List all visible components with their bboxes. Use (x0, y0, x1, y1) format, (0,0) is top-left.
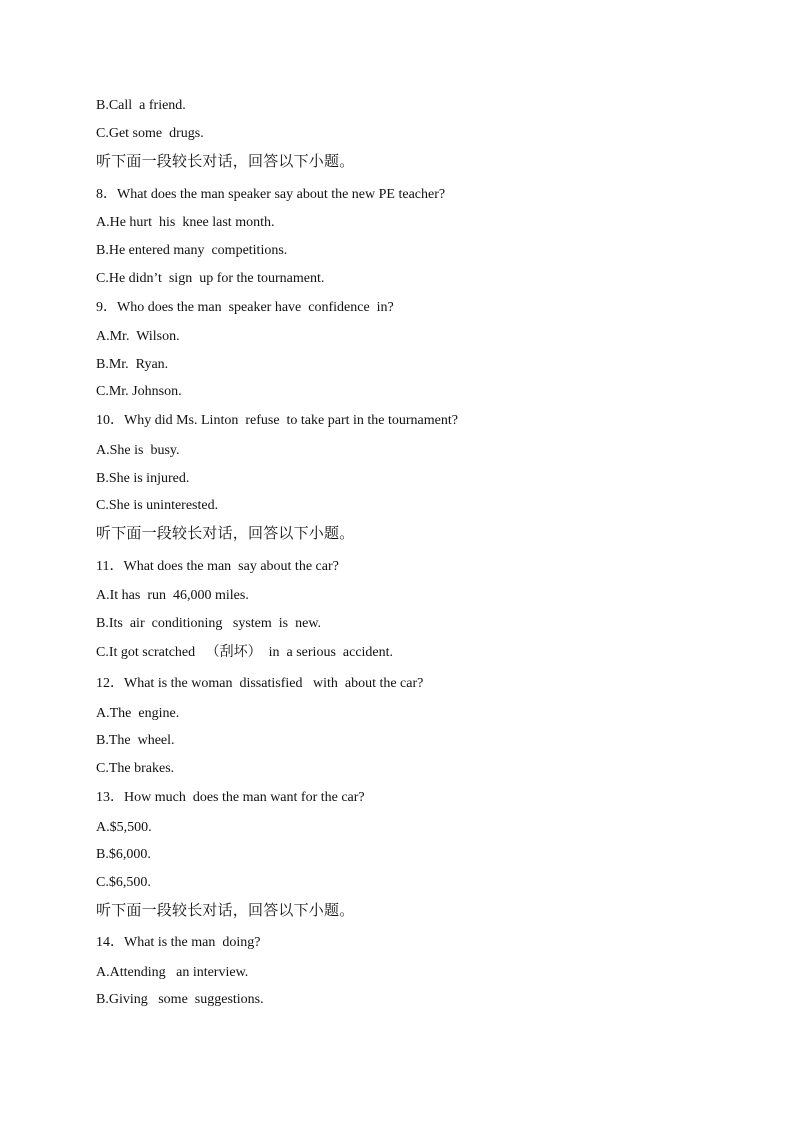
option-11a: A.It has run 46,000 miles. (96, 588, 249, 603)
option-7b: B.Call a friend. (96, 98, 186, 113)
question-14: 14．What is the man doing? (96, 935, 261, 950)
option-7c: C.Get some drugs. (96, 126, 204, 141)
section-instruction-1: 听下面一段较长对话，回答以下小题。 (96, 152, 355, 170)
option-13c: C.$6,500. (96, 875, 151, 890)
option-14b: B.Giving some suggestions. (96, 992, 264, 1007)
question-9: 9．Who does the man speaker have confidence in? (96, 300, 394, 315)
option-9a: A.Mr. Wilson. (96, 329, 180, 344)
option-9c: C.Mr. Johnson. (96, 384, 182, 399)
option-12a: A.The engine. (96, 706, 180, 721)
option-14a: A.Attending an interview. (96, 965, 249, 980)
question-10: 10．Why did Ms. Linton refuse to take part in the tournament? (96, 413, 458, 428)
option-10c: C.She is uninterested. (96, 498, 219, 513)
option-8a: A.He hurt his knee last month. (96, 215, 275, 230)
option-8b: B.He entered many competitions. (96, 243, 288, 258)
option-11b: B.Its air conditioning system is new. (96, 616, 322, 631)
question-8: 8．What does the man speaker say about the new PE teacher? (96, 187, 446, 202)
option-10a: A.She is busy. (96, 443, 180, 458)
option-12b: B.The wheel. (96, 733, 175, 748)
option-13b: B.$6,000. (96, 847, 151, 862)
section-instruction-3: 听下面一段较长对话，回答以下小题。 (96, 901, 355, 919)
question-11: 11．What does the man say about the car? (96, 559, 339, 574)
question-12: 12．What is the woman dissatisfied with about the car? (96, 676, 424, 691)
option-10b: B.She is injured. (96, 471, 190, 486)
option-11c: C.It got scratched （刮坏） in a serious accident. (96, 645, 394, 660)
option-12c: C.The brakes. (96, 761, 175, 776)
option-8c: C.He didn’t sign up for the tournament. (96, 271, 325, 286)
question-13: 13．How much does the man want for the car? (96, 790, 365, 805)
option-13a: A.$5,500. (96, 820, 152, 835)
option-9b: B.Mr. Ryan. (96, 357, 169, 372)
section-instruction-2: 听下面一段较长对话，回答以下小题。 (96, 524, 355, 542)
